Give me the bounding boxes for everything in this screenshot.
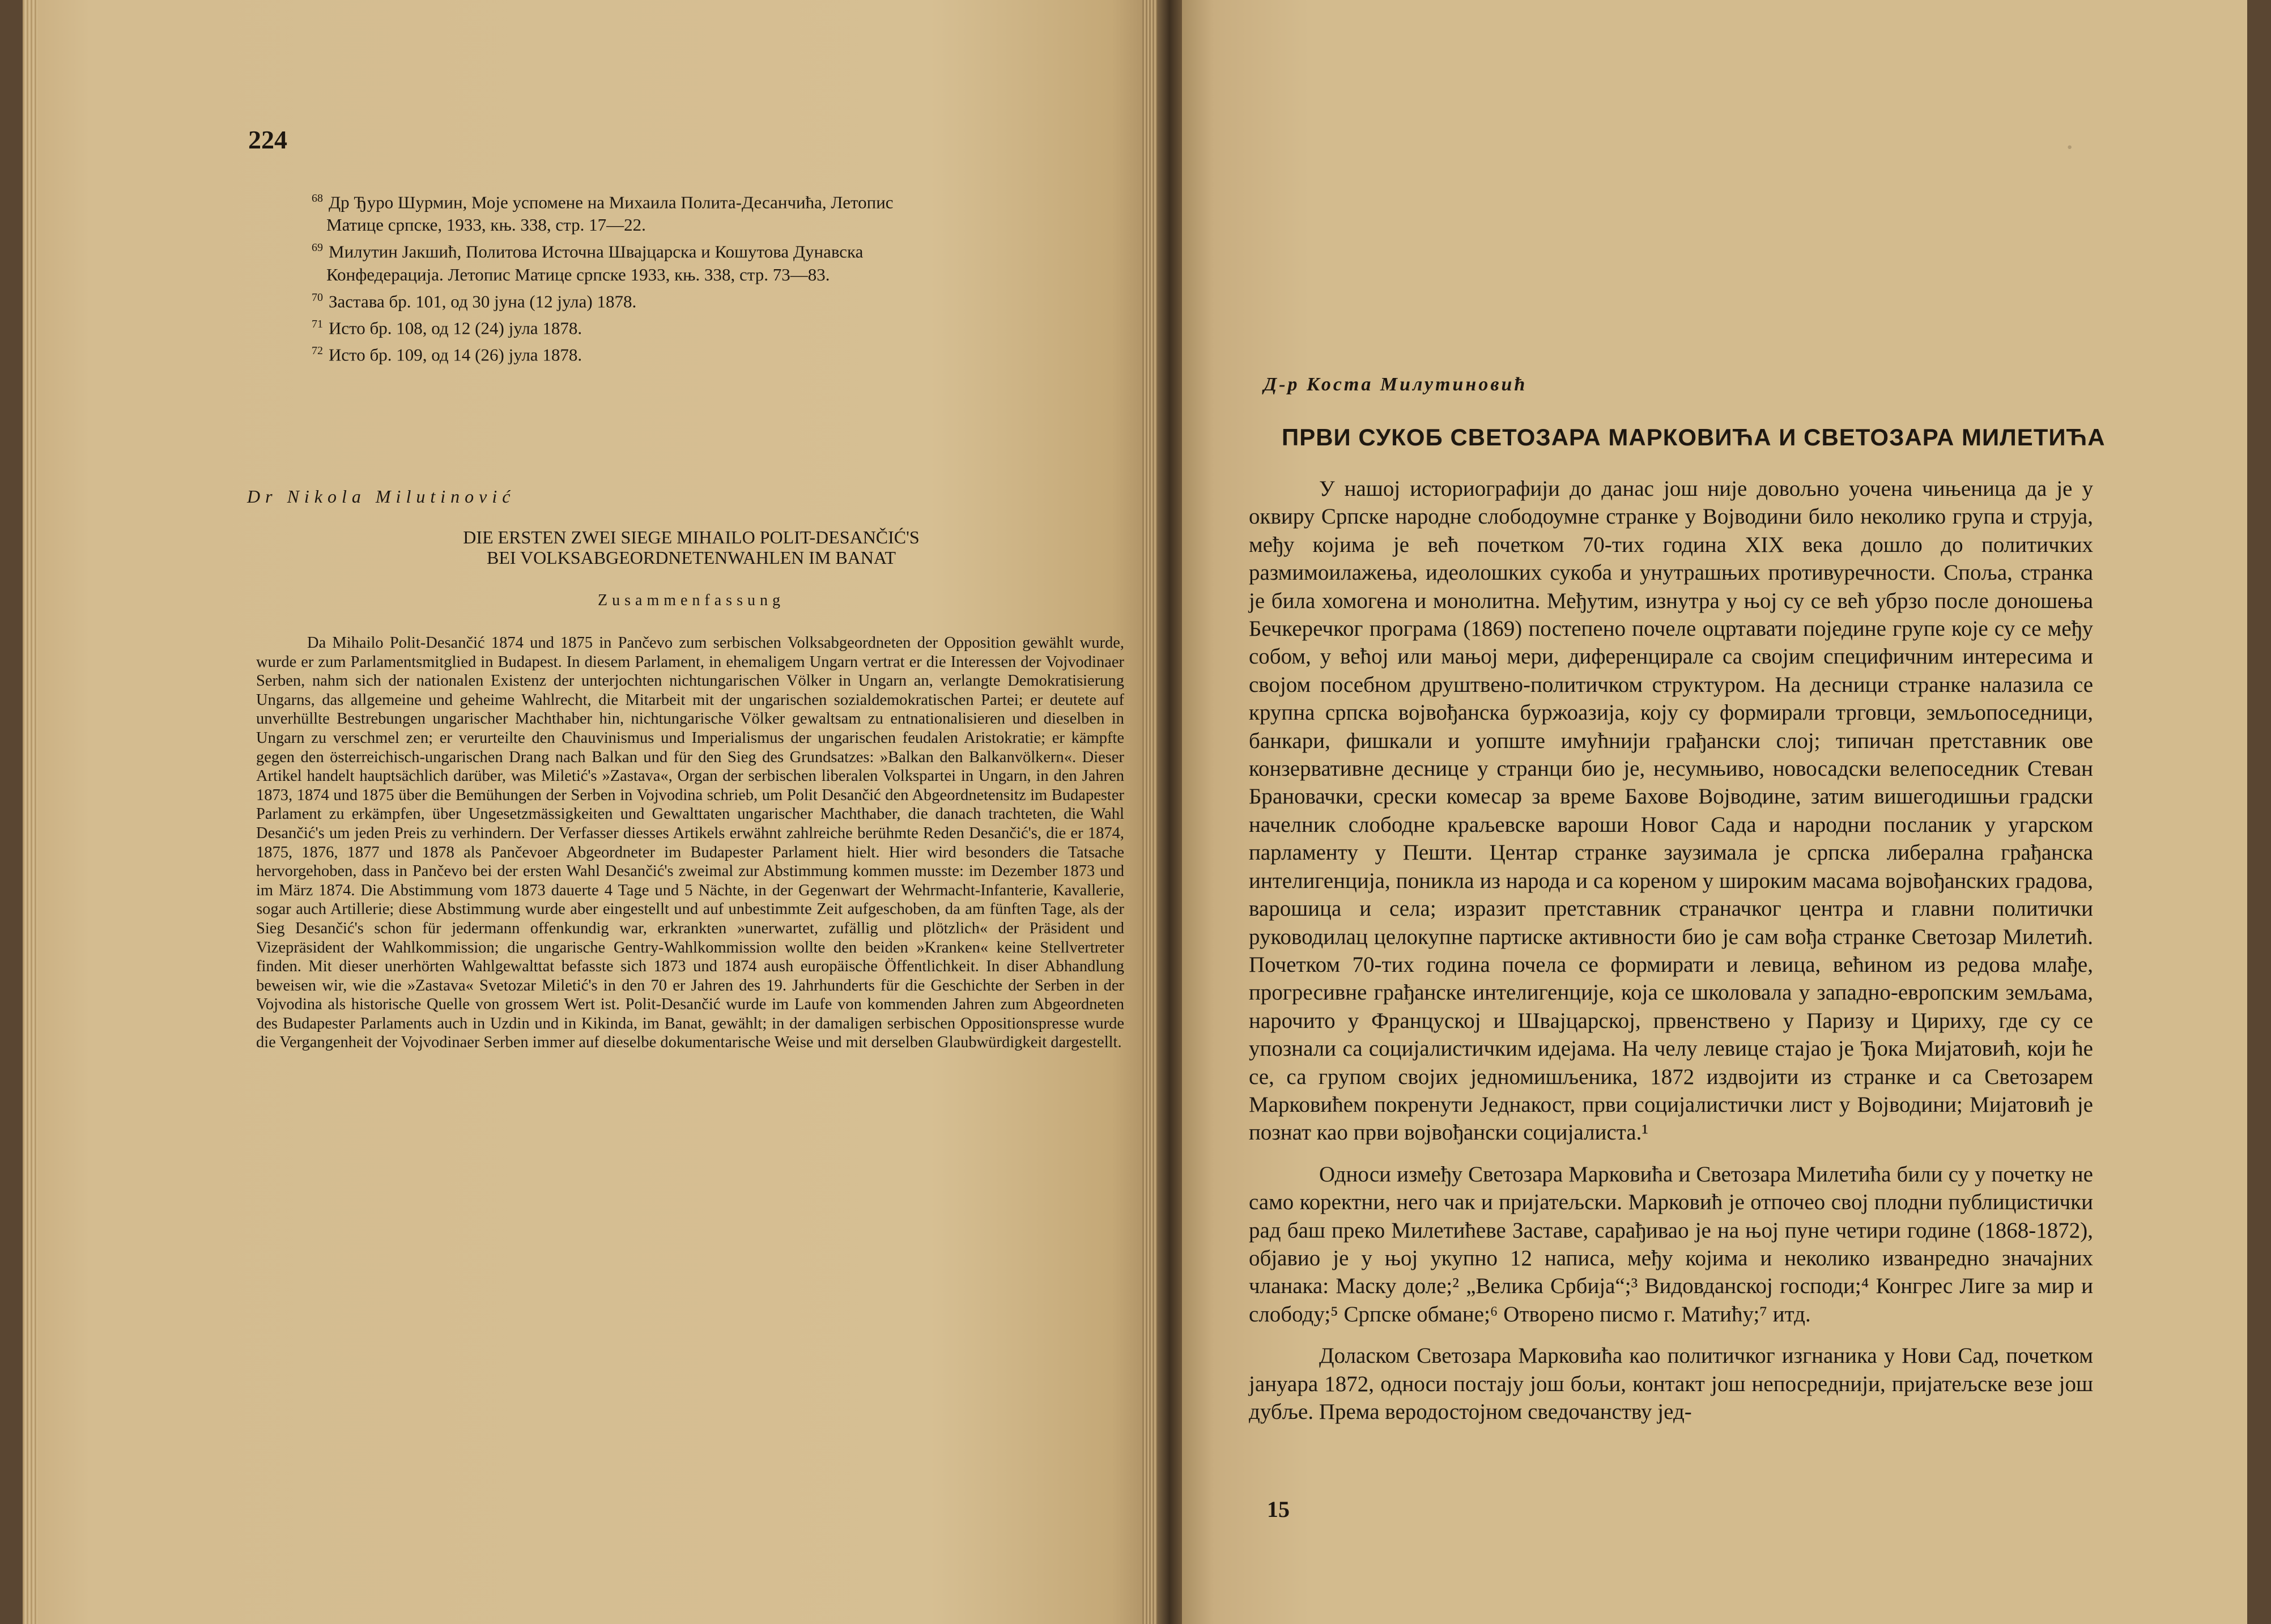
page-edge-stack [23,0,37,1624]
article-title-sr: ПРВИ СУКОБ СВЕТОЗАРА МАРКОВИЋА И СВЕТОЗАРА МИЛЕТИЋА [1282,424,2106,450]
paragraph-3: Доласком Светозара Марковића као политичког изгнаника у Нови Сад, почетком јануара 1872, односи постају још бољи, контакт још непосреднији, пријатељске везе још дубље. Према веродостојном сведочанству јед- [1249,1344,2093,1424]
article-body-sr [1249,475,2093,1426]
footnotes [312,187,1157,367]
paragraph-1: У нашој историографији до данас још није довољно уочена чињеница да је у оквиру Српске народне слободоумне странке у Војводини било неколико група и струја, међу којима је већ почетком 70-тих година XIX века дошло до политичких размимоилажења, идеолошких сукоба и унутрашњих противуречности. Споља, странка је била хомогена и монолитна. Међутим, изнутра у њој су се већ убрзо после доношења Бечкеречког програма (1869) постепено почеле оцртавати поједине групе које су се међу собом, у већој или мањој мери, диференцирале са својим специфичним интересима и својом посебном друштвено-политичком структуром. На десници странке налазила се крупна српска војвођанска буржоазија, коју су формирали трговци, земљопоседници, банкари, фишкали и уопште имућнији грађански слој; типичан претставник ове конзервативне деснице у странци био је, несумњиво, новосадски велепоседник Стеван Брановачки, срески комесар за време Бахове Војводине, затим вишегодишњи градски начелник слободне краљевске вароши Новог Сада и народни посланик у угарском парламенту у Пешти. Центар странке заузимала је српска либерална грађанска интелигенција, поникла из народа и са кореном у широким масама војвођанских градова, варошица и села; изразит претставник страначког центра и главни политички руководилац целокупне партиске активности био је сам вођа странке Светозар Милетић. Почетком 70-тих година почела се формирати и левица, већином из редова млађе, прогресивне грађанске интелигенције, која се школовала у западно-европским земљама, нарочито у Француској и Швајцарској, првенствено у Паризу и Цириху, где су се упознали са социјалистичким идејама. На челу левице стајао је Ђока Мијатовић, који ће се, са групом својих једномишљеника, 1872 издвојити из странке и са Светозарем Марковићем покренути Једнакост, први социјалистички лист у Војводини; Мијатовић је познат као први војвођански социјалиста.¹ [1249,477,2093,1145]
right-page [1182,0,2247,1624]
footnote-68-cont: Матице српске, 1933, књ. 338, стр. 17—22. [326,215,646,235]
left-page [23,0,1157,1624]
page-number-right: 15 [1267,1497,1290,1522]
author-sr: Д-р Коста Милутиновић [1264,374,1528,395]
footnote-71: $^{71}$ Исто бр. 108, од 12 (24) јула 1878. [312,317,582,338]
author-de: Dr Nikola Milutinović [247,486,516,507]
paragraph-2: Односи између Светозара Марковића и Светозара Милетића били су у почетку не само коректни, него чак и пријатељски. Марковић је отпочео свој плодни публицистички рад баш преко Милетићеве Заставе, сарађивао је на њој пуне четири године (1868-1872), објавио је у њој укупно 12 написа, међу којима и неколико изванредно значајних чланака: Маску доле;² „Велика Србија“;³ Видовданској господи;⁴ Конгрес Лиге за мир и слободу;⁵ Српске обмане;⁶ Отворено писмо г. Матићу;⁷ итд. [1249,1162,2093,1327]
title-de-line-2: BEI VOLKSABGEORDNETENWAHLEN IM BANAT [486,547,896,568]
footnote-68: $^{68}$ Др Ђуро Шурмин, Моје успомене на Михаила Полита-Десанчића, Летопис [312,192,894,212]
footnote-72: $^{72}$ Исто бр. 109, од 14 (26) јула 1878. [312,345,582,365]
footnote-69-cont: Конфедерација. Летопис Матице српске 1933, књ. 338, стр. 73—83. [326,264,830,284]
page-number-left: 224 [248,125,287,154]
book-gutter [1157,0,1182,1624]
article-title-de [283,527,1099,568]
gutter-shadow [1142,0,1157,1624]
title-de-line-1: DIE ERSTEN ZWEI SIEGE MIHAILO POLIT-DESANČIĆ'S [463,527,920,547]
footnote-70: $^{70}$ Застава бр. 101, од 30 јуна (12 јула) 1878. [312,291,637,311]
summary-body [256,634,1124,1052]
summary-paragraph: Da Mihailo Polit-Desančić 1874 und 1875 in Pančevo zum serbischen Volksabgeordneten der Opposition gewählt wurde, wurde er zum Parlamentsmitglied in Budapest. In diesem Parlament, in ehemaligem Ungarn vertrat er die Interessen der Vojvodinaer Serben, nahm sich der nationalen Existenz der unterjochten nichtungarischen Völker in Ungarn an, verlangte Demokratisierung Ungarns, das allgemeine und geheime Wahlrecht, die Mitarbeit mit der ungarischen sozialdemokratischen Partei; er deutete auf unverhüllte Bestrebungen ungarischer Machthaber hin, nichtungarische Völker gewaltsam zu entnationalisieren und dieselben in Ungarn zu verschmel zen; er verurteilte den Chauvinismus und Imperialismus der ungarischen feudalen Aristokratie; er kämpfte gegen den österreichisch-ungarischen Drang nach Balkan und für den Sieg des Grundsatzes: »Balkan den Balkanvölkern«. Dieser Artikel handelt hauptsächlich darüber, was Miletić's »Zastava«, Organ der serbischen liberalen Volkspartei in Ungarn, in den Jahren 1873, 1874 und 1875 über die Bemühungen der Serben in Vojvodina schrieb, um Polit Desančić den Abgeordnetensitz im Budapester Parlament zu erkämpfen, über Ungesetzmässigkeiten und Gewalttaten ungarischer Machthaber, die danach trachteten, die Wahl Desančić's um jeden Preis zu verhindern. Der Verfasser diesses Artikels erwähnt zahlreiche berühmte Reden Desančić's, die er 1874, 1875, 1876, 1877 und 1878 als Pančevoer Abgeordneter im Budapester Parlament hielt. Hier wird besonders die Tatsache hervorgehoben, dass in Pančevo bei der ersten Wahl Desančić's zweimal zur Abstimmung kommen musste: im Dezember 1873 und im März 1874. Die Abstimmung vom 1873 dauerte 4 Tage und 5 Nächte, in der Gegenwart der Wehrmacht-Infanterie, Kavallerie, sogar auch Artillerie; diese Abstimmung wurde aber eingestellt und auf unbestimmte Zeit aufgeschoben, da am fünften Tage, als der Sieg Desančić's schon für jedermann offenkundig war, erkrankten »unerwartet, zufällig und plötzlich« der Präsident und Vizepräsident der Wahlkommission; die ungarische Gentry-Wahlkommission wollte den beiden »Kranken« keine Stellvertreter finden. Mit dieser unerhörten Wahlgewalttat befasste sich 1873 und 1874 aush europäische Öffentlichkeit. In diser Abhandlung beweisen wir, wie die »Zastava« Svetozar Miletić's in den 70 er Jahren des 19. Jahrhunderts für die Geschichte der Serben in der Vojvodina als historische Quelle von grossem Wert ist. Polit-Desančić wurde im Laufe von kommenden Jahren zum Abgeordneten des Budapester Parlaments auch in Uzdin und in Kikinda, im Banat, gewählt; in der damaligen serbischen Oppositionspresse wurde die Vergangenheit der Vojvodinaer Serben immer auf dieselbe dokumentarische Weise und mit derselben Glaubwürdigkeit dargestellt. [256,634,1124,1052]
bleed-through-number: · [2066,134,2074,160]
zusammenfassung-heading: Zusammenfassung [598,592,785,609]
footnote-69: $^{69}$ Милутин Јакшић, Политова Источна Швајцарска и Кошутова Дунавска [312,241,864,262]
